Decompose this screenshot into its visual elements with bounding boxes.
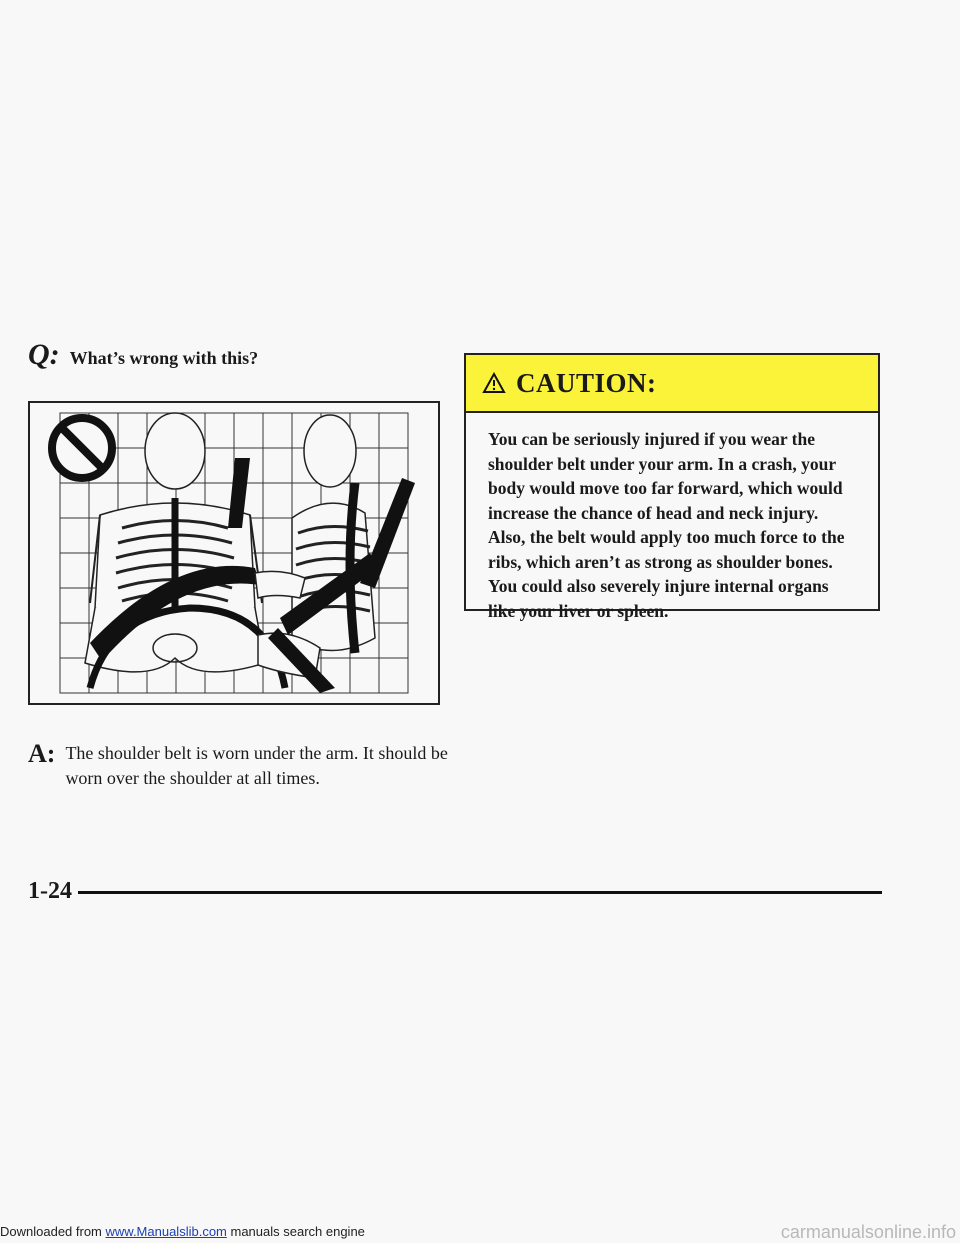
caution-text: You can be seriously injured if you wear the shoulder belt under your arm. In a crash, your body would move too far forward, which would increase the chance of head and neck injury. Also, the belt would apply too much force to the ribs, which aren’t as strong as shoulder bones. You could also severely injure internal organs like your liver or spleen. [488, 429, 845, 621]
prohibition-icon [52, 418, 112, 478]
manualslib-link[interactable]: www.Manualslib.com [105, 1224, 227, 1239]
skeleton-side-view [255, 415, 415, 693]
skeleton-illustration [30, 403, 438, 703]
question [28, 338, 258, 372]
warning-triangle-icon [482, 372, 506, 394]
download-prefix: Downloaded from [0, 1224, 106, 1239]
answer [28, 740, 468, 791]
page-number: 1-24 [28, 878, 72, 904]
page-footer [28, 878, 882, 905]
answer-letter: A: [28, 739, 56, 768]
download-suffix: manuals search engine [226, 1224, 365, 1239]
answer-text: The shoulder belt is worn under the arm. It should be worn over the shoulder at all times. [65, 743, 448, 788]
caution-title: CAUTION: [516, 367, 657, 398]
footer-rule [78, 891, 882, 894]
seatbelt-illustration [28, 401, 440, 705]
caution-box [464, 353, 880, 621]
watermark: carmanualsonline.info [780, 1222, 956, 1242]
question-text: What’s wrong with this? [69, 348, 259, 368]
question-letter: Q: [28, 338, 60, 371]
caution-header [466, 355, 878, 413]
